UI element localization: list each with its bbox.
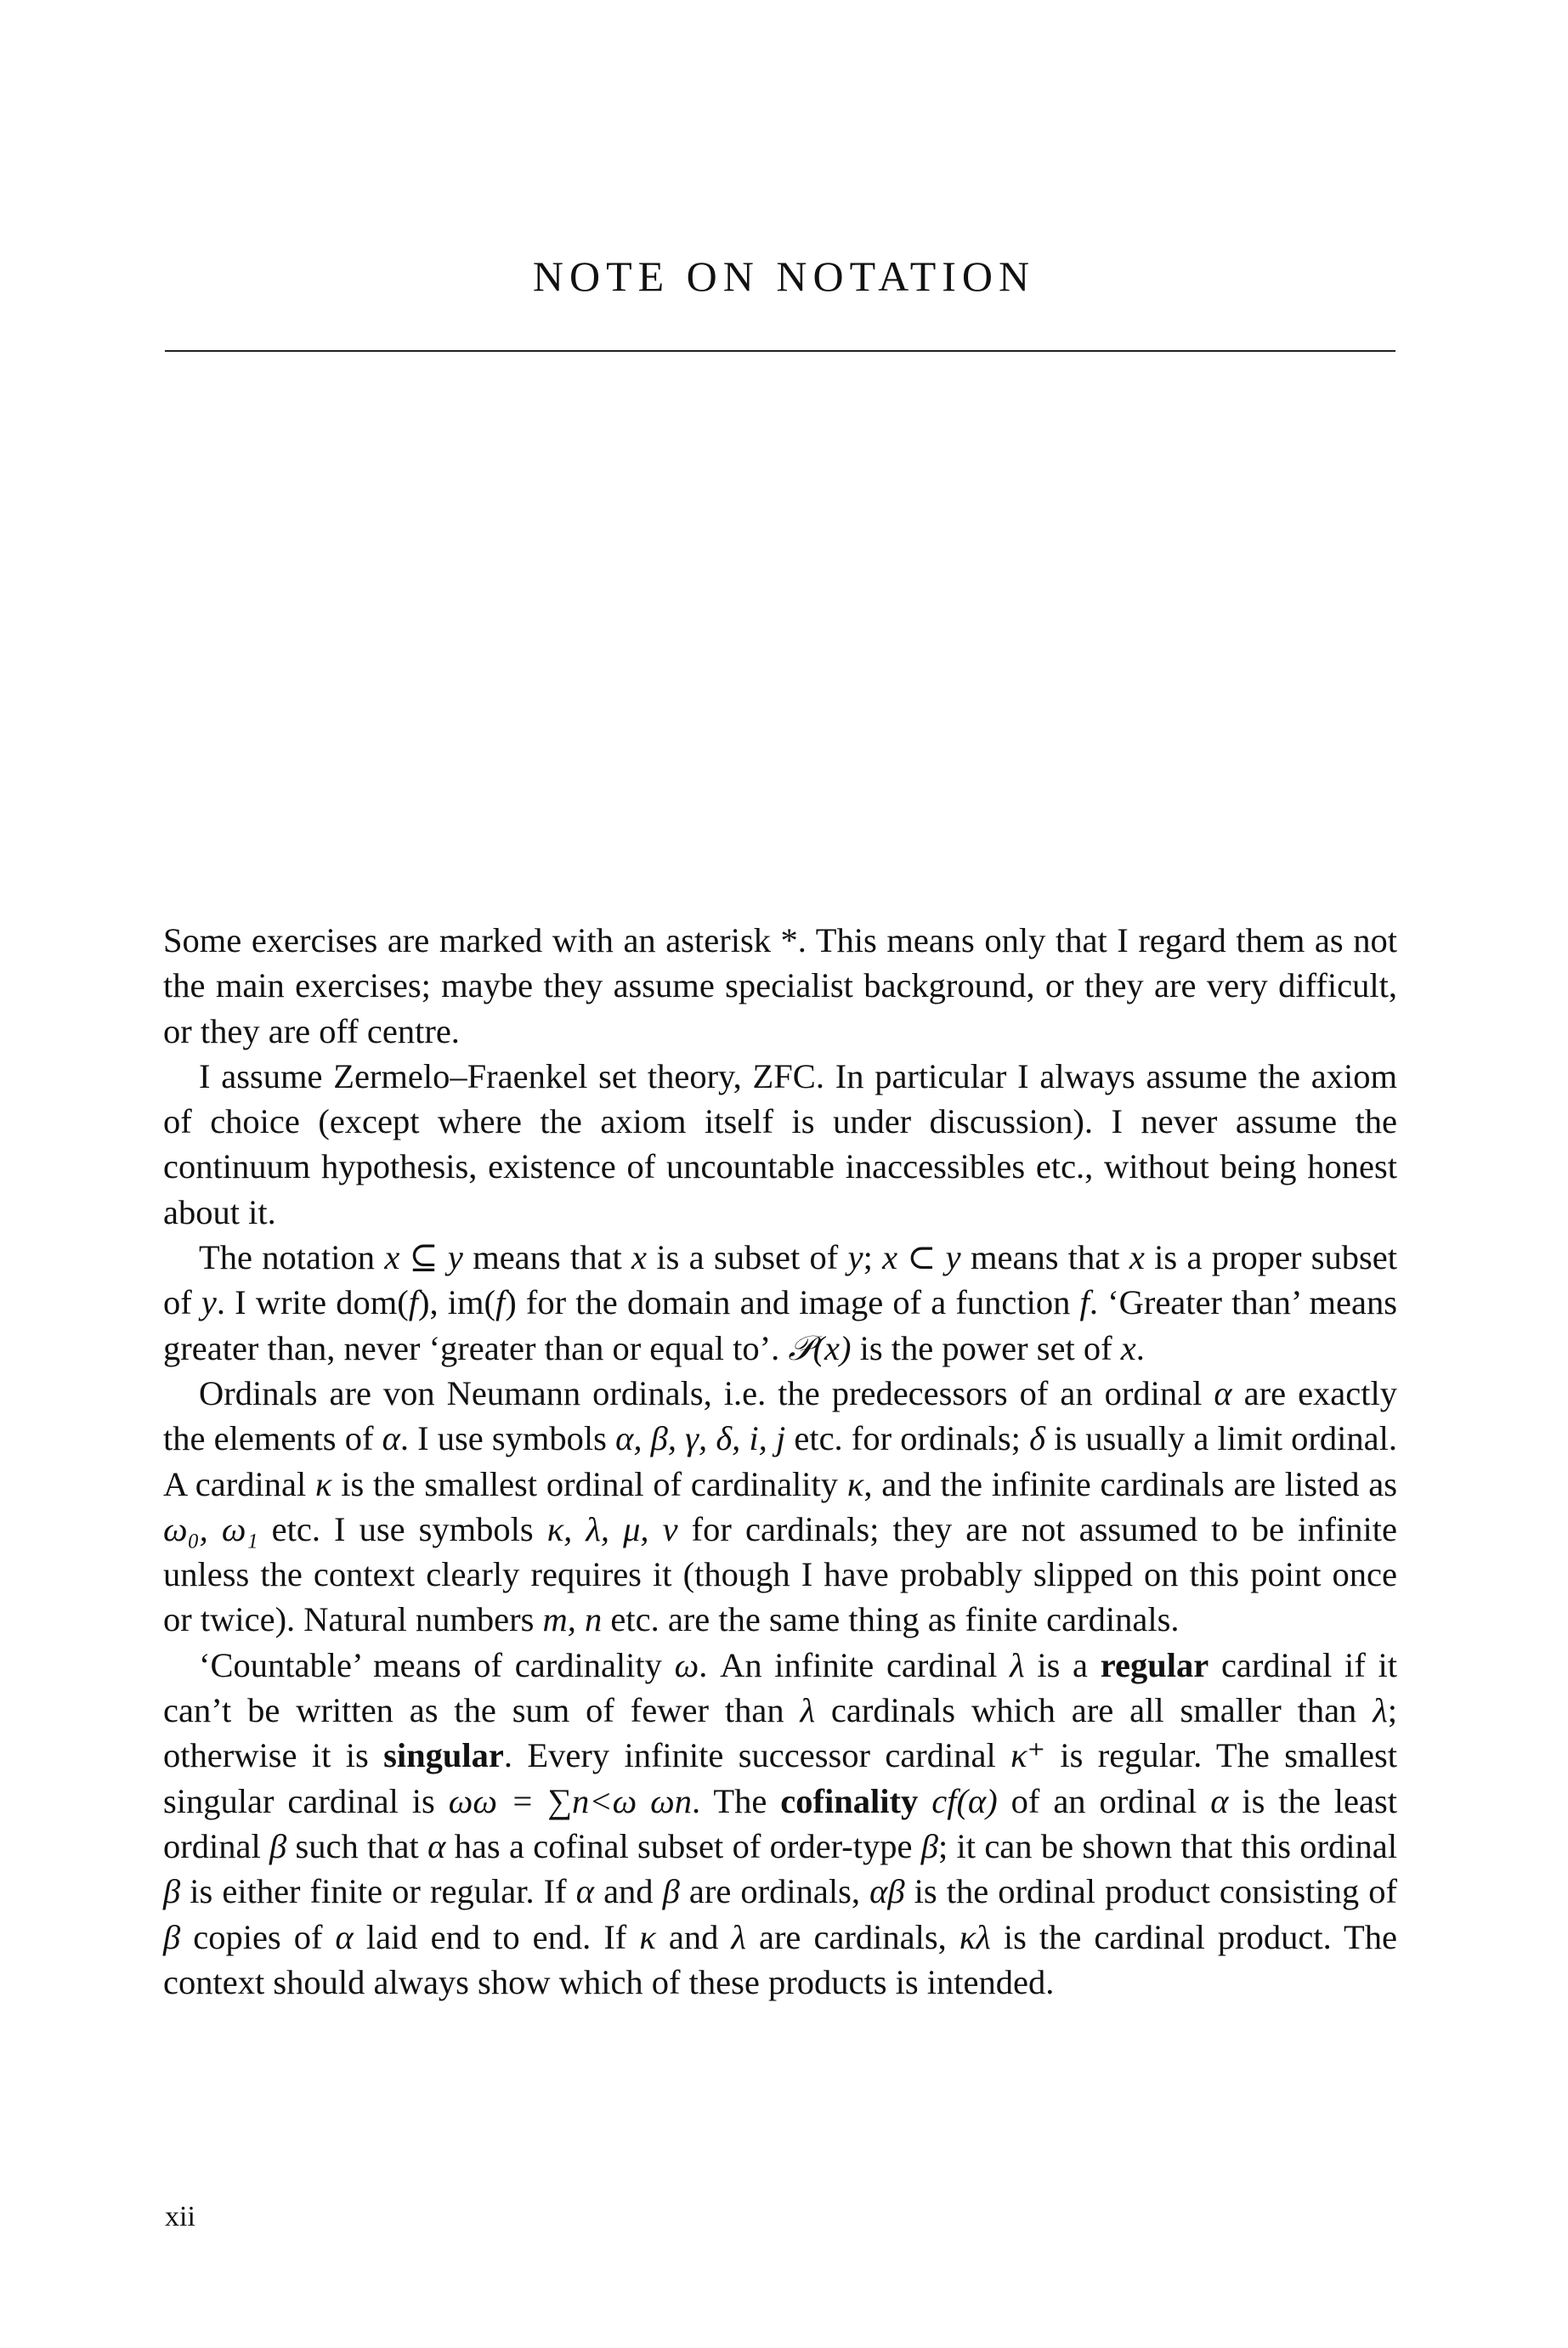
math-mn: m, n: [542, 1600, 603, 1639]
text-run: etc. are the same thing as finite cardinals.: [602, 1600, 1180, 1639]
math-delta: δ: [1029, 1419, 1045, 1458]
text-run: . An infinite cardinal: [699, 1645, 1010, 1684]
math-lambda: λ: [800, 1691, 815, 1730]
math-alpha-beta: αβ: [869, 1872, 905, 1911]
text-run: cardinals which are all smaller than: [815, 1691, 1373, 1730]
math-beta: β: [269, 1826, 287, 1865]
math-beta: β: [662, 1872, 680, 1911]
text-run: is usually a limit ordinal. A cardinal: [163, 1419, 1397, 1503]
math-beta: β: [163, 1872, 181, 1911]
text-run: etc. I use symbols: [258, 1509, 547, 1548]
text-run: copies of: [180, 1917, 336, 1956]
paragraph-subset-notation: [163, 1235, 1397, 1371]
math-kappa: κ: [846, 1464, 864, 1503]
math-kappa-plus: κ⁺: [1010, 1736, 1045, 1775]
text-run: , and the infinite cardinals are listed as: [863, 1464, 1397, 1503]
math-omegas: ω₀, ω₁: [163, 1509, 258, 1548]
text-run: and: [655, 1917, 732, 1956]
math-subset: x ⊂ y: [882, 1238, 961, 1277]
text-run: such that: [286, 1826, 428, 1865]
math-omega: ω: [674, 1645, 699, 1684]
math-cardinal-symbols: κ, λ, μ, ν: [546, 1509, 678, 1548]
math-alpha: α: [1214, 1373, 1232, 1412]
text-run: is regular. The smallest singular cardinal is: [163, 1736, 1397, 1820]
text-run: laid end to end. If: [353, 1917, 640, 1956]
math-cf: cf(α): [931, 1781, 998, 1820]
math-alpha: α: [575, 1872, 594, 1911]
math-alpha: α: [382, 1419, 400, 1458]
math-lambda: λ: [1010, 1645, 1025, 1684]
math-f: f: [408, 1283, 418, 1322]
paragraph-ordinals: [163, 1371, 1397, 1643]
text-run: . ‘Greater than’ means greater than, never ‘greater than or equal to’.: [163, 1283, 1397, 1367]
text-run: is a proper subset of: [163, 1238, 1398, 1322]
text-run: ‘Countable’ means of cardinality: [199, 1645, 675, 1684]
page-number: xii: [165, 2201, 195, 2232]
text-run: are ordinals,: [679, 1872, 870, 1911]
text-run: and: [594, 1872, 663, 1911]
math-beta: β: [920, 1826, 938, 1865]
math-x: x: [1120, 1328, 1136, 1367]
term-cofinality: cofinality: [780, 1781, 919, 1820]
math-y: y: [847, 1238, 863, 1277]
math-subseteq: x ⊆ y: [384, 1238, 463, 1277]
math-x: x: [631, 1238, 648, 1277]
text-run: for cardinals; they are not assumed to be infinite unless the context clearly requires it (though I have probably slipped on this point once or twice). Natural numbers: [163, 1509, 1397, 1639]
title-rule: [165, 350, 1395, 352]
text-run: The notation: [199, 1238, 385, 1277]
text-run: .: [1135, 1328, 1145, 1367]
math-kappa-lambda: κλ: [959, 1917, 991, 1956]
text-run: has a cofinal subset of order-type: [445, 1826, 921, 1865]
text-run: cardinal if it can’t be written as the sum of fewer than: [163, 1645, 1398, 1730]
math-power-set: 𝒫(x): [788, 1328, 852, 1367]
text-run: . The: [692, 1781, 781, 1820]
math-lambda: λ: [731, 1917, 746, 1956]
text-run: are cardinals,: [745, 1917, 959, 1956]
text-run: . I write dom(: [216, 1283, 409, 1322]
term-regular: regular: [1100, 1645, 1209, 1684]
math-kappa: κ: [315, 1464, 332, 1503]
text-run: means that: [462, 1238, 632, 1277]
math-ordinal-symbols: α, β, γ, δ, i, j: [615, 1419, 786, 1458]
math-x: x: [1129, 1238, 1145, 1277]
text-run: ), im(: [417, 1283, 495, 1322]
math-kappa: κ: [639, 1917, 656, 1956]
paragraph-zfc: I assume Zermelo–Fraenkel set theory, ZFC. In particular I always assume the axiom of choice (except where the axiom itself is under discussion). I never assume the continuum hypothesis, existence of uncountable inaccessibles etc., without being honest about it.: [163, 1056, 1397, 1231]
text-run: is the least ordinal: [163, 1781, 1398, 1865]
text-run: ; otherwise it is: [163, 1691, 1397, 1775]
math-f: f: [1079, 1283, 1090, 1322]
text-run: ; it can be shown that this ordinal: [937, 1826, 1398, 1865]
text-run: is either finite or regular. If: [180, 1872, 576, 1911]
paragraph-countable: [163, 1643, 1397, 2005]
math-omega-omega: ωω = ∑n<ω ωn: [448, 1781, 693, 1820]
math-lambda: λ: [1373, 1691, 1388, 1730]
text-run: is the cardinal product. The context should always show which of these products is intended.: [163, 1917, 1398, 2001]
math-f: f: [495, 1283, 506, 1322]
text-run: . Every infinite successor cardinal: [503, 1736, 1011, 1775]
text-run: of an ordinal: [997, 1781, 1211, 1820]
math-beta: β: [163, 1917, 181, 1956]
text-run: means that: [960, 1238, 1129, 1277]
text-run: is the power set of: [851, 1328, 1121, 1367]
page-title: NOTE ON NOTATION: [532, 252, 1036, 300]
text-run: is the ordinal product consisting of: [904, 1872, 1397, 1911]
text-run: is a subset of: [647, 1238, 848, 1277]
math-alpha: α: [1210, 1781, 1229, 1820]
text-run: ) for the domain and image of a function: [505, 1283, 1080, 1322]
text-run: Ordinals are von Neumann ordinals, i.e. the predecessors of an ordinal: [199, 1373, 1214, 1412]
text-run: ;: [863, 1238, 883, 1277]
text-run: . I use symbols: [399, 1419, 616, 1458]
body-text: [163, 918, 1397, 2005]
text-run: are exactly the elements of: [163, 1373, 1398, 1458]
math-alpha: α: [427, 1826, 446, 1865]
math-y: y: [201, 1283, 217, 1322]
paragraph-asterisk: Some exercises are marked with an asterisk *. This means only that I regard them as not the main exercises; maybe they assume specialist background, or they are very difficult, or they are off centre.: [163, 921, 1397, 1050]
text-run: is the smallest ordinal of cardinality: [331, 1464, 847, 1503]
term-singular: singular: [383, 1736, 504, 1775]
text-run: [918, 1782, 931, 1820]
text-run: is a: [1024, 1645, 1101, 1684]
math-alpha: α: [335, 1917, 354, 1956]
text-run: etc. for ordinals;: [785, 1419, 1030, 1458]
